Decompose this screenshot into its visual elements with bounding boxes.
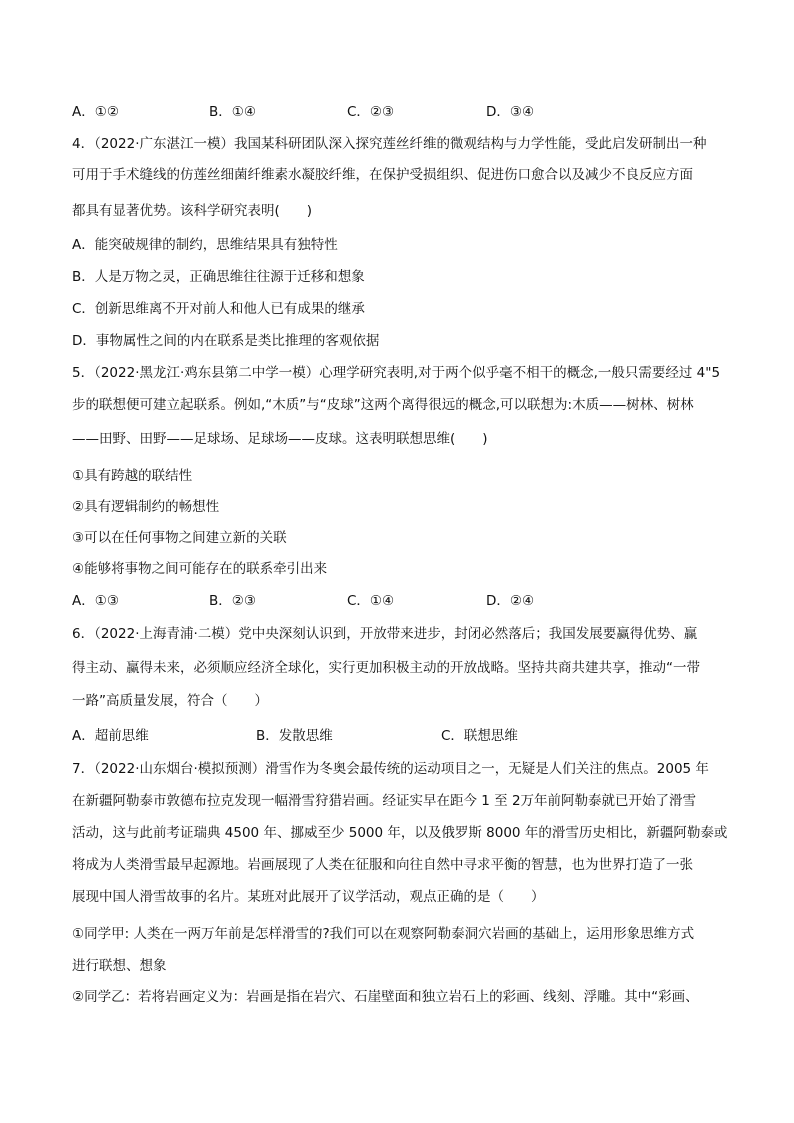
q6-option-b: B．发散思维 (256, 728, 333, 744)
q7-statement-2-line-1: ②同学乙：若将岩画定义为：岩画是指在岩穴、石崖壁面和独立岩石上的彩画、线刻、浮雕。其中“彩画、 (72, 989, 699, 1005)
q3-option-d: D．③④ (486, 104, 535, 120)
q7-stem-line-2: 在新疆阿勒泰市敦德布拉克发现一幅滑雪狩猎岩画。经证实早在距今 1 至 2万年前阿勒泰就已开始了滑雪 (72, 793, 697, 809)
q7-statement-1-line-2: 进行联想、想象 (72, 958, 167, 974)
q3-option-c: C．②③ (347, 104, 395, 120)
q6-stem-line-1: 6．（2022·上海青浦·二模）党中央深刻认识到，开放带来进步，封闭必然落后；我国发展要赢得优势、赢 (72, 626, 698, 642)
q7-statement-1-line-1: ①同学甲: 人类在一两万年前是怎样滑雪的?我们可以在观察阿勒泰洞穴岩画的基础上，运用形象思维方式 (72, 926, 695, 942)
q5-item-3: ③可以在任何事物之间建立新的关联 (72, 530, 287, 546)
q6-stem-line-3: 一路”高质量发展，符合（ ） (72, 693, 268, 709)
q6-option-a: A．超前思维 (72, 728, 149, 744)
q4-option-c: C．创新思维离不开对前人和他人已有成果的继承 (72, 301, 365, 317)
q5-item-4: ④能够将事物之间可能存在的联系牵引出来 (72, 561, 328, 577)
q4-stem-line-2: 可用于手术缝线的仿莲丝细菌纤维素水凝胶纤维，在保护受损组织、促进伤口愈合以及减少不良反应方面 (72, 167, 693, 183)
q4-option-a: A．能突破规律的制约，思维结果具有独特性 (72, 237, 338, 253)
q5-option-b: B．②③ (209, 593, 256, 609)
q5-option-c: C．①④ (347, 593, 395, 609)
q4-stem-line-1: 4．（2022·广东湛江一模）我国某科研团队深入探究莲丝纤维的微观结构与力学性能，受此启发研制出一种 (72, 136, 707, 152)
q5-stem-line-2: 步的联想便可建立起联系。例如,“木质”与“皮球”这两个离得很远的概念,可以联想为:木质——树林、树林 (72, 397, 694, 413)
q3-option-b: B．①④ (209, 104, 256, 120)
q7-stem-line-5: 展现中国人滑雪故事的名片。某班对此展开了议学活动，观点正确的是（ ） (72, 889, 545, 905)
q5-item-2: ②具有逻辑制约的畅想性 (72, 499, 220, 515)
q5-option-d: D．②④ (486, 593, 535, 609)
q5-stem-line-3: ——田野、田野——足球场、足球场——皮球。这表明联想思维( ) (72, 431, 488, 447)
q6-option-c: C．联想思维 (441, 728, 518, 744)
q4-stem-line-3: 都具有显著优势。该科学研究表明( ) (72, 203, 313, 219)
q3-option-a: A．①② (72, 104, 119, 120)
q5-item-1: ①具有跨越的联结性 (72, 468, 193, 484)
q6-stem-line-2: 得主动、赢得未来，必须顺应经济全球化，实行更加积极主动的开放战略。坚持共商共建共享，推动“一带 (72, 660, 700, 676)
q7-stem-line-4: 将成为人类滑雪最早起源地。岩画展现了人类在征服和向往自然中寻求平衡的智慧，也为世界打造了一张 (72, 857, 693, 873)
q5-stem-line-1: 5．（2022·黑龙江·鸡东县第二中学一模）心理学研究表明,对于两个似乎毫不相干的概念,一般只需要经过 4"5 (72, 365, 721, 381)
q4-option-d: D．事物属性之间的内在联系是类比推理的客观依据 (72, 333, 380, 349)
q7-stem-line-3: 活动，这与此前考证瑞典 4500 年、挪威至少 5000 年，以及俄罗斯 8000 年的滑雪历史相比，新疆阿勒泰或 (72, 825, 728, 841)
q4-option-b: B．人是万物之灵，正确思维往往源于迁移和想象 (72, 269, 365, 285)
q5-option-a: A．①③ (72, 593, 119, 609)
q7-stem-line-1: 7．（2022·山东烟台·模拟预测）滑雪作为冬奥会最传统的运动项目之一，无疑是人们关注的焦点。2005 年 (72, 761, 709, 777)
